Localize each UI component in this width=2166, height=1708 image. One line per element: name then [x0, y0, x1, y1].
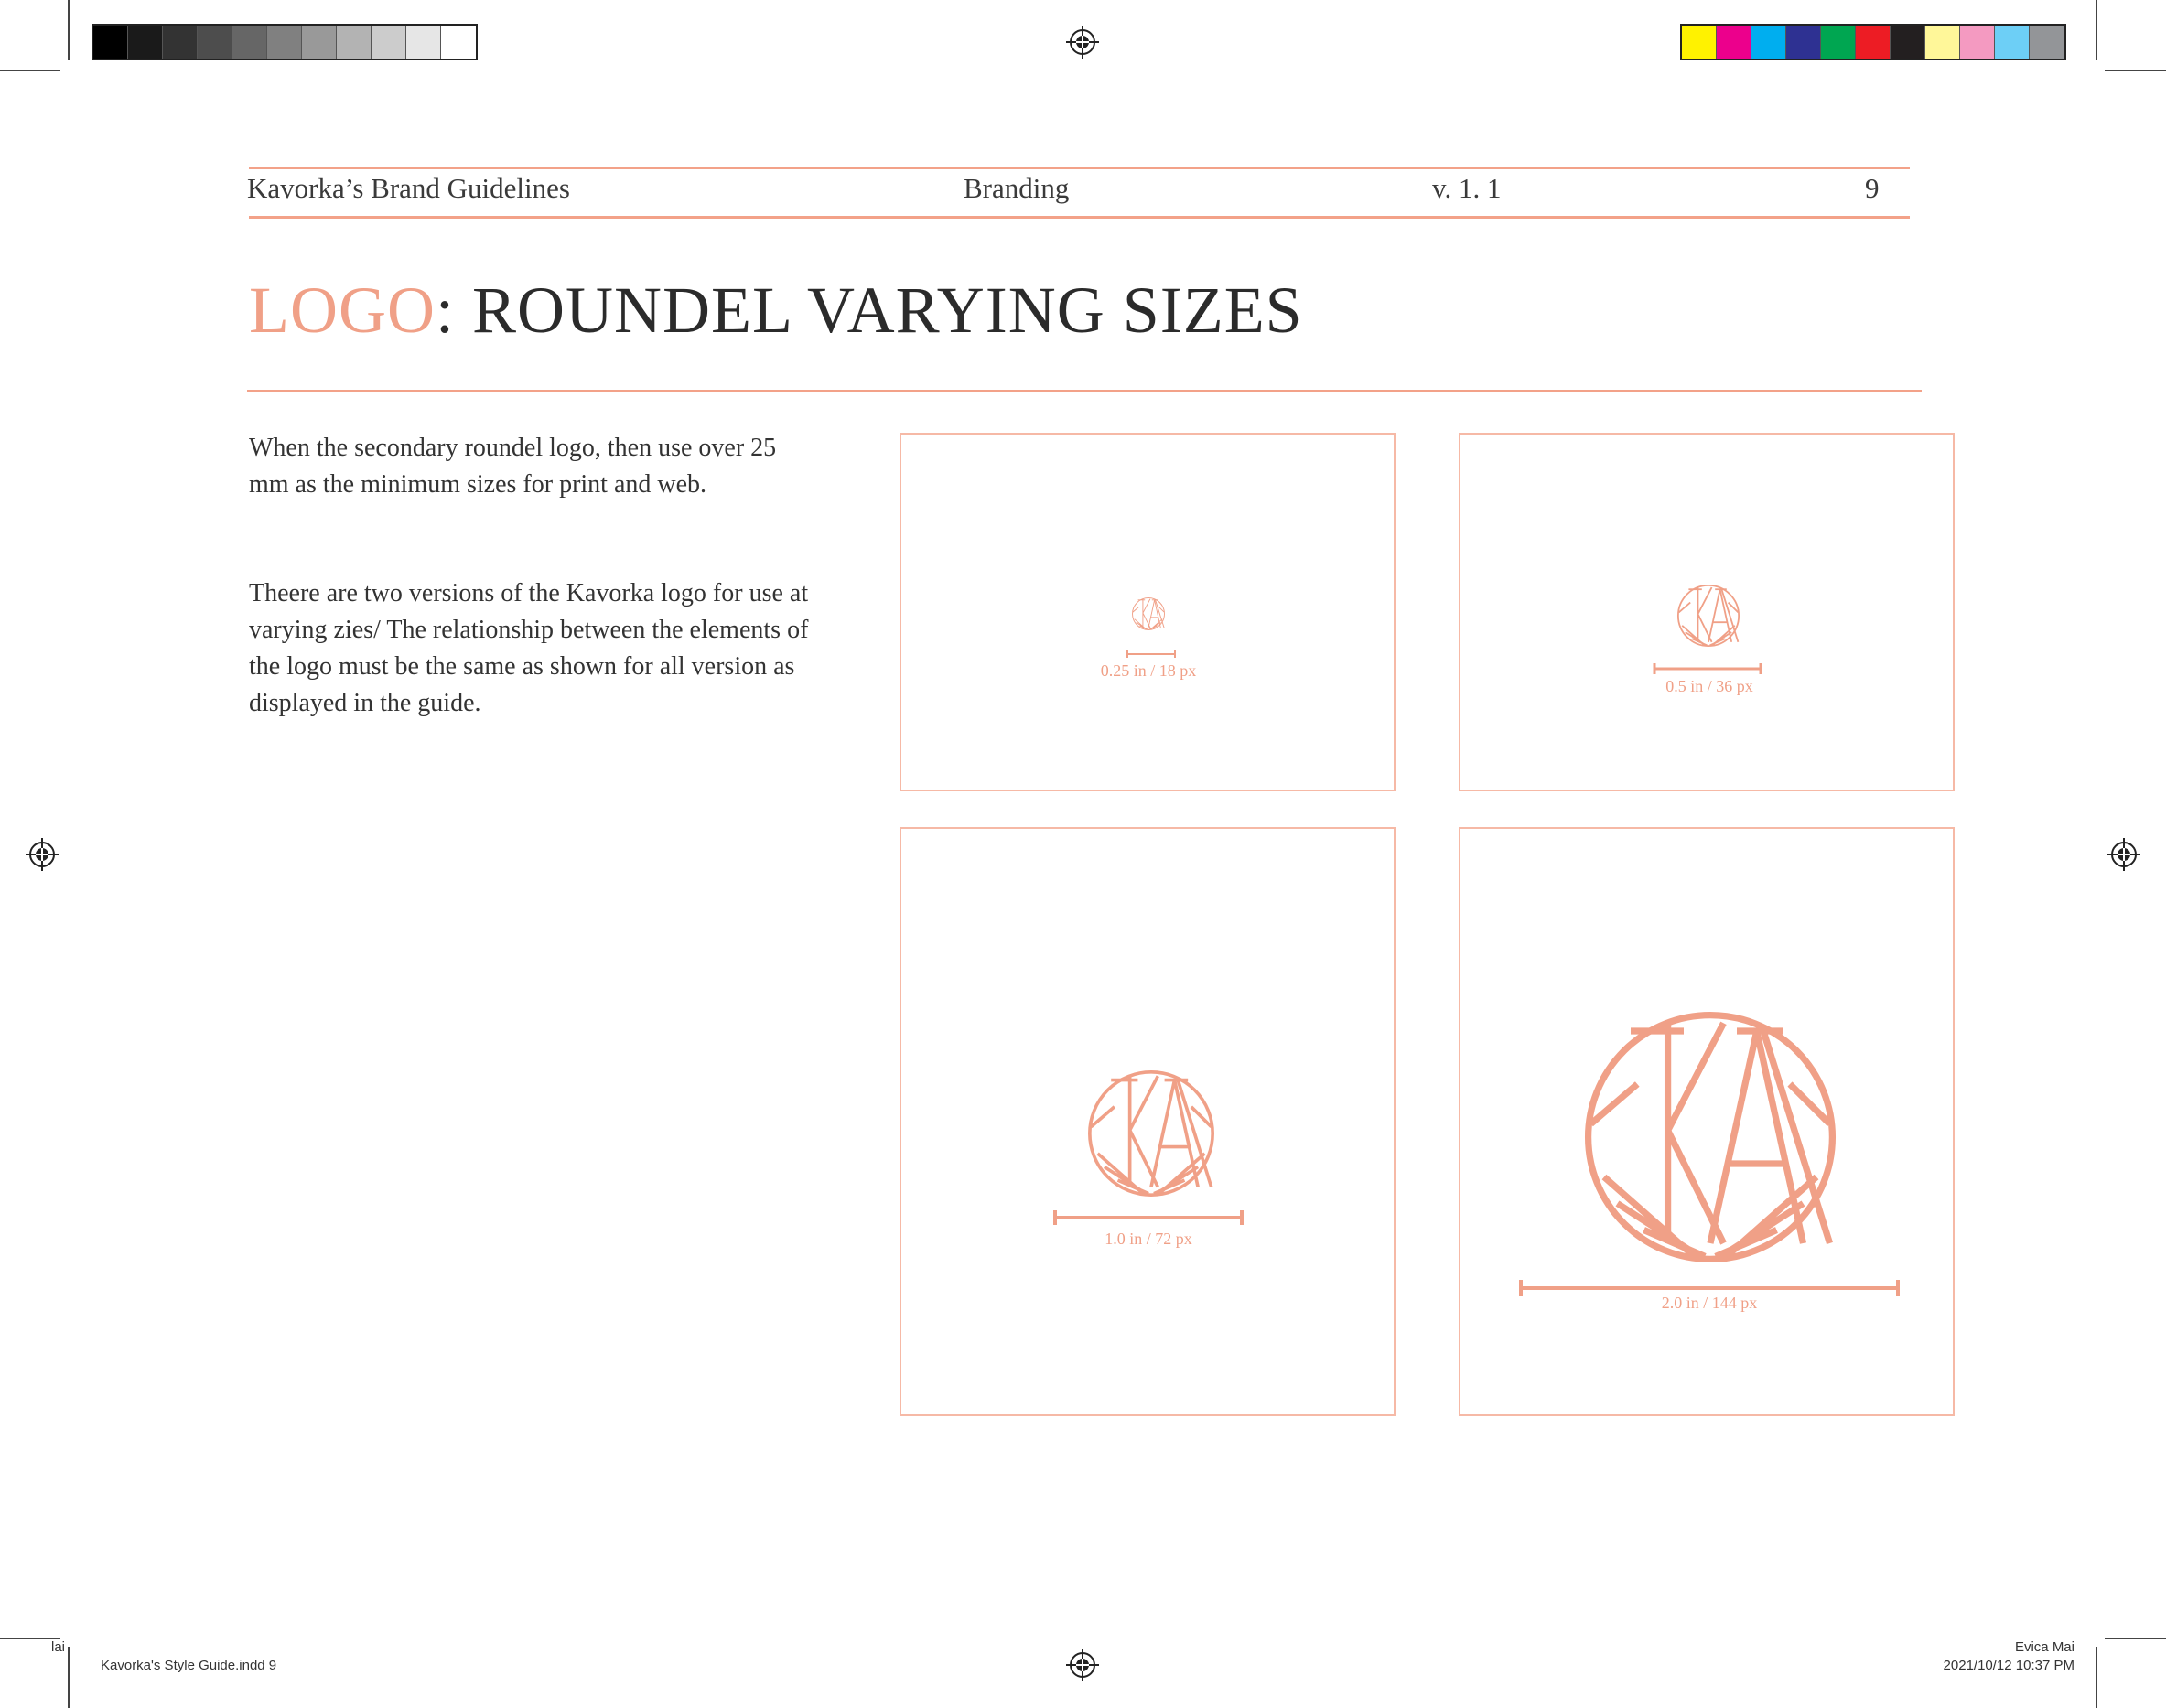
- header-version: v. 1. 1: [1432, 172, 1502, 204]
- dimension-line: [1126, 650, 1176, 659]
- process-color-bar: [1680, 24, 2066, 60]
- slug-author: Evica Mai: [2014, 1639, 2074, 1655]
- color-swatch: [1995, 26, 2030, 59]
- size-label: 2.0 in / 144 px: [1661, 1294, 1758, 1312]
- color-swatch: [1717, 26, 1751, 59]
- slug-timestamp: 2021/10/12 10:37 PM: [1943, 1658, 2074, 1673]
- color-swatch: [198, 26, 232, 59]
- color-swatch: [441, 26, 476, 59]
- crop-mark: [2105, 1638, 2166, 1639]
- color-swatch: [1856, 26, 1891, 59]
- header-top-rule: [249, 167, 1910, 169]
- crop-mark: [2096, 0, 2097, 60]
- header-page-number: 9: [1865, 172, 1880, 204]
- kavorka-roundel-logo: [1131, 596, 1166, 631]
- color-swatch: [1891, 26, 1925, 59]
- registration-target-icon: [1066, 26, 1099, 59]
- crop-mark: [68, 0, 70, 60]
- slug-left-tag: lai: [51, 1639, 66, 1655]
- crop-mark: [2096, 1647, 2097, 1708]
- color-swatch: [1682, 26, 1717, 59]
- color-swatch: [93, 26, 128, 59]
- header-section: Branding: [964, 172, 1070, 204]
- size-label: 1.0 in / 72 px: [1105, 1230, 1192, 1248]
- color-swatch: [267, 26, 302, 59]
- color-swatch: [1786, 26, 1821, 59]
- logo-size-panel: [1459, 433, 1955, 791]
- logo-size-panel: [900, 827, 1396, 1416]
- grayscale-color-bar: [92, 24, 478, 60]
- dimension-line: [1052, 1209, 1245, 1226]
- color-swatch: [1821, 26, 1856, 59]
- color-swatch: [337, 26, 372, 59]
- crop-mark: [68, 1647, 70, 1708]
- color-swatch: [2030, 26, 2064, 59]
- color-swatch: [1960, 26, 1995, 59]
- color-swatch: [1925, 26, 1960, 59]
- size-label: 0.25 in / 18 px: [1100, 661, 1197, 680]
- kavorka-roundel-logo: [1676, 583, 1741, 649]
- logo-size-panel: [900, 433, 1396, 791]
- kavorka-roundel-logo: [1084, 1067, 1218, 1200]
- header-bottom-rule: [249, 216, 1910, 219]
- registration-target-icon: [26, 838, 59, 871]
- header-doc-title: Kavorka’s Brand Guidelines: [247, 172, 570, 204]
- color-swatch: [232, 26, 267, 59]
- kavorka-roundel-logo: [1578, 1004, 1843, 1270]
- color-swatch: [406, 26, 441, 59]
- body-paragraph: When the secondary roundel logo, then use over 25 mm as the minimum sizes for print and web.: [249, 434, 777, 499]
- slug-file-info: Kavorka's Style Guide.indd 9: [101, 1658, 277, 1673]
- crop-mark: [0, 70, 60, 71]
- color-swatch: [372, 26, 406, 59]
- logo-size-panel: [1459, 827, 1955, 1416]
- registration-target-icon: [1066, 1649, 1099, 1681]
- color-swatch: [128, 26, 163, 59]
- crop-mark: [2105, 70, 2166, 71]
- body-paragraph: Theere are two versions of the Kavorka logo for use at varying zies/ The relationship between the elements of the logo must be the same as shown for all version as displayed in the guide.: [249, 579, 809, 717]
- color-swatch: [302, 26, 337, 59]
- color-swatch: [1751, 26, 1786, 59]
- dimension-line: [1653, 662, 1762, 675]
- color-swatch: [163, 26, 198, 59]
- title-rule: [247, 390, 1922, 392]
- registration-target-icon: [2107, 838, 2140, 871]
- page-title-rest: : ROUNDEL VARYING SIZES: [435, 274, 1303, 347]
- size-label: 0.5 in / 36 px: [1665, 677, 1753, 695]
- page-title: [249, 273, 1303, 349]
- page-title-accent: LOGO: [249, 274, 436, 347]
